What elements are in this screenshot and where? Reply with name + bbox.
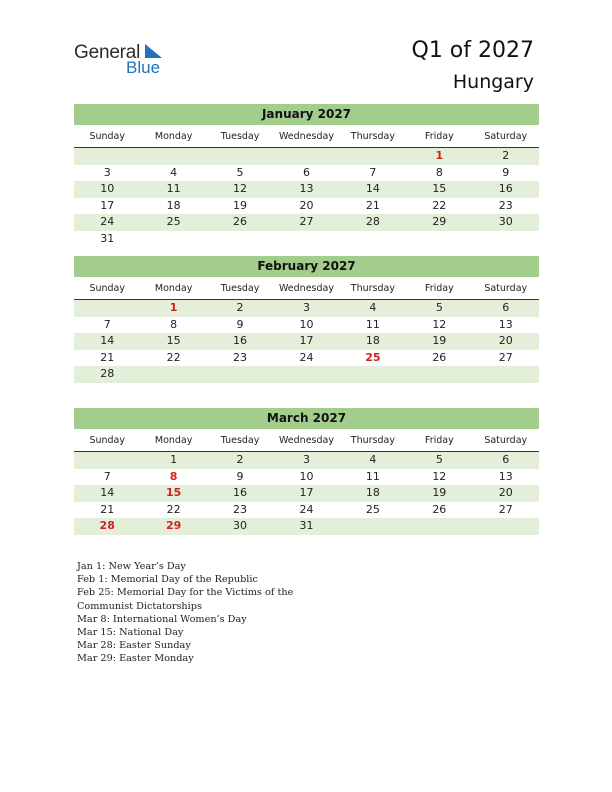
date-cell: 17 xyxy=(100,198,115,212)
holiday-date-cell: 8 xyxy=(169,469,178,483)
date-cell: 30 xyxy=(498,215,513,229)
date-cell xyxy=(207,366,273,383)
date-cell: 27 xyxy=(498,350,513,364)
date-cell: 5 xyxy=(435,301,443,314)
weekday-header-row xyxy=(74,433,539,452)
weekday-label: Monday xyxy=(154,283,193,294)
date-cell: 26 xyxy=(233,215,248,229)
date-cell: 26 xyxy=(432,350,447,364)
date-cell: 24 xyxy=(299,350,314,364)
month-calendar-march xyxy=(74,408,539,535)
date-cell: 22 xyxy=(432,198,447,212)
week-row xyxy=(74,469,539,486)
date-cell: 12 xyxy=(432,469,447,483)
date-cell: 27 xyxy=(498,502,513,516)
date-cell: 7 xyxy=(103,469,111,483)
date-cell: 14 xyxy=(365,182,380,196)
week-row xyxy=(74,148,539,165)
date-cell: 22 xyxy=(166,502,181,516)
date-cell: 4 xyxy=(170,165,178,179)
week-row xyxy=(74,350,539,367)
holiday-note: Mar 28: Easter Sunday xyxy=(77,640,191,652)
date-cell: 12 xyxy=(233,182,248,196)
holiday-note: Mar 15: National Day xyxy=(77,627,184,639)
date-cell xyxy=(140,366,206,383)
date-cell: 23 xyxy=(233,502,248,516)
date-cell: 24 xyxy=(299,502,314,516)
page-subtitle: Hungary xyxy=(452,71,534,93)
weekday-label: Monday xyxy=(154,131,193,142)
weekday-label: Wednesday xyxy=(278,435,334,446)
date-cell xyxy=(406,366,472,383)
date-cell xyxy=(340,231,406,248)
date-cell xyxy=(406,518,472,535)
date-cell xyxy=(473,518,539,535)
date-cell xyxy=(340,366,406,383)
weekday-label: Friday xyxy=(424,131,454,142)
holiday-note: Mar 8: International Women’s Day xyxy=(77,613,247,625)
weekday-label: Wednesday xyxy=(278,131,334,142)
month-header: January 2027 xyxy=(74,104,539,125)
date-cell: 20 xyxy=(299,198,314,212)
holiday-notes xyxy=(77,560,337,666)
date-cell xyxy=(473,366,539,383)
date-cell: 3 xyxy=(302,301,310,314)
date-cell xyxy=(273,231,339,248)
date-cell: 2 xyxy=(236,301,244,314)
date-cell: 21 xyxy=(100,502,115,516)
date-cell: 3 xyxy=(103,165,111,179)
week-row xyxy=(74,452,539,469)
date-cell: 27 xyxy=(299,215,314,229)
week-row xyxy=(74,518,539,535)
weekday-header-row xyxy=(74,281,539,300)
date-cell: 16 xyxy=(233,334,248,348)
date-cell: 7 xyxy=(369,165,377,179)
date-cell: 10 xyxy=(299,317,314,331)
date-cell xyxy=(273,148,339,165)
date-cell: 28 xyxy=(365,215,380,229)
date-cell: 4 xyxy=(369,301,377,314)
date-cell xyxy=(207,148,273,165)
week-row xyxy=(74,181,539,198)
date-cell xyxy=(207,231,273,248)
date-cell: 17 xyxy=(299,334,314,348)
date-cell: 11 xyxy=(365,317,380,331)
date-cell: 21 xyxy=(100,350,115,364)
weekday-label: Saturday xyxy=(484,131,528,142)
date-cell: 3 xyxy=(302,453,310,466)
weekday-label: Sunday xyxy=(89,131,125,142)
date-cell: 2 xyxy=(236,453,244,466)
date-cell: 23 xyxy=(233,350,248,364)
logo-text-general: General xyxy=(74,42,141,63)
date-cell xyxy=(74,300,140,317)
holiday-note: Mar 29: Easter Monday xyxy=(77,653,194,665)
holiday-date-cell: 25 xyxy=(365,350,381,364)
date-cell xyxy=(340,148,406,165)
date-cell: 18 xyxy=(166,198,181,212)
date-cell: 31 xyxy=(299,519,314,533)
weekday-label: Friday xyxy=(424,283,454,294)
holiday-date-cell: 1 xyxy=(435,149,444,162)
date-cell: 8 xyxy=(170,317,178,331)
date-cell: 10 xyxy=(100,182,115,196)
date-cell: 16 xyxy=(498,182,513,196)
date-cell xyxy=(74,148,140,165)
date-cell: 29 xyxy=(432,215,447,229)
date-cell: 19 xyxy=(432,486,447,500)
date-cell: 14 xyxy=(100,486,115,500)
date-cell: 10 xyxy=(299,469,314,483)
holiday-note: Feb 25: Memorial Day for the Victims of the Communist Dictatorships xyxy=(77,587,297,612)
weekday-label: Thursday xyxy=(350,283,395,294)
date-cell: 18 xyxy=(365,486,380,500)
month-calendar-january xyxy=(74,104,539,248)
date-cell xyxy=(340,518,406,535)
date-cell: 25 xyxy=(365,502,380,516)
date-cell: 20 xyxy=(498,486,513,500)
date-cell: 17 xyxy=(299,486,314,500)
date-cell: 21 xyxy=(365,198,380,212)
logo-text-blue: Blue xyxy=(126,58,161,77)
holiday-date-cell: 15 xyxy=(165,486,182,500)
date-cell: 6 xyxy=(302,165,310,179)
weekday-label: Thursday xyxy=(350,435,395,446)
date-cell: 28 xyxy=(100,367,115,381)
holiday-date-cell: 29 xyxy=(165,519,182,533)
date-cell: 15 xyxy=(432,182,447,196)
date-cell: 4 xyxy=(369,453,377,466)
date-cell: 9 xyxy=(502,165,510,179)
date-cell: 14 xyxy=(100,334,115,348)
week-row xyxy=(74,165,539,182)
date-cell: 23 xyxy=(498,198,513,212)
week-row xyxy=(74,300,539,317)
date-cell: 9 xyxy=(236,317,244,331)
date-cell xyxy=(74,452,140,469)
date-cell: 16 xyxy=(233,486,248,500)
page-title: Q1 of 2027 xyxy=(411,38,534,63)
week-row xyxy=(74,502,539,519)
weekday-label: Sunday xyxy=(89,283,125,294)
date-cell: 5 xyxy=(435,453,443,466)
date-cell: 5 xyxy=(236,165,244,179)
weekday-label: Saturday xyxy=(484,435,528,446)
weekday-label: Tuesday xyxy=(220,131,260,142)
holiday-date-cell: 28 xyxy=(99,519,115,533)
date-cell: 19 xyxy=(233,198,248,212)
date-cell: 30 xyxy=(233,519,248,533)
week-row xyxy=(74,317,539,334)
date-cell: 1 xyxy=(170,453,178,466)
month-calendar-february xyxy=(74,256,539,383)
date-cell: 31 xyxy=(100,231,115,245)
date-cell: 7 xyxy=(103,317,111,331)
date-cell xyxy=(406,231,472,248)
date-cell: 25 xyxy=(166,215,181,229)
date-cell: 22 xyxy=(166,350,181,364)
week-row xyxy=(74,366,539,383)
date-cell xyxy=(273,366,339,383)
weekday-label: Tuesday xyxy=(220,283,260,294)
date-cell: 24 xyxy=(100,215,115,229)
date-cell: 13 xyxy=(299,182,314,196)
date-cell xyxy=(473,231,539,248)
date-cell: 11 xyxy=(365,469,380,483)
week-row xyxy=(74,333,539,350)
weekday-header-row xyxy=(74,129,539,148)
weekday-label: Monday xyxy=(154,435,193,446)
holiday-date-cell: 1 xyxy=(169,301,178,314)
weekday-label: Friday xyxy=(424,435,454,446)
date-cell: 18 xyxy=(365,334,380,348)
date-cell: 13 xyxy=(498,469,513,483)
week-row xyxy=(74,231,539,248)
date-cell: 15 xyxy=(166,334,181,348)
date-cell xyxy=(140,148,206,165)
weekday-label: Wednesday xyxy=(278,283,334,294)
weekday-label: Saturday xyxy=(484,283,528,294)
date-cell: 8 xyxy=(435,165,443,179)
weekday-label: Sunday xyxy=(89,435,125,446)
date-cell: 13 xyxy=(498,317,513,331)
date-cell: 26 xyxy=(432,502,447,516)
week-row xyxy=(74,214,539,231)
date-cell: 2 xyxy=(502,149,510,162)
date-cell: 19 xyxy=(432,334,447,348)
weekday-label: Thursday xyxy=(350,131,395,142)
date-cell: 9 xyxy=(236,469,244,483)
date-cell: 11 xyxy=(166,182,181,196)
date-cell: 6 xyxy=(502,301,510,314)
weekday-label: Tuesday xyxy=(220,435,260,446)
date-cell: 12 xyxy=(432,317,447,331)
holiday-note: Feb 1: Memorial Day of the Republic xyxy=(77,574,258,586)
month-header: February 2027 xyxy=(74,256,539,277)
date-cell: 6 xyxy=(502,453,510,466)
date-cell xyxy=(140,231,206,248)
brand-logo xyxy=(74,42,174,78)
date-cell: 20 xyxy=(498,334,513,348)
holiday-note: Jan 1: New Year’s Day xyxy=(77,561,186,572)
week-row xyxy=(74,198,539,215)
month-header: March 2027 xyxy=(74,408,539,429)
week-row xyxy=(74,485,539,502)
